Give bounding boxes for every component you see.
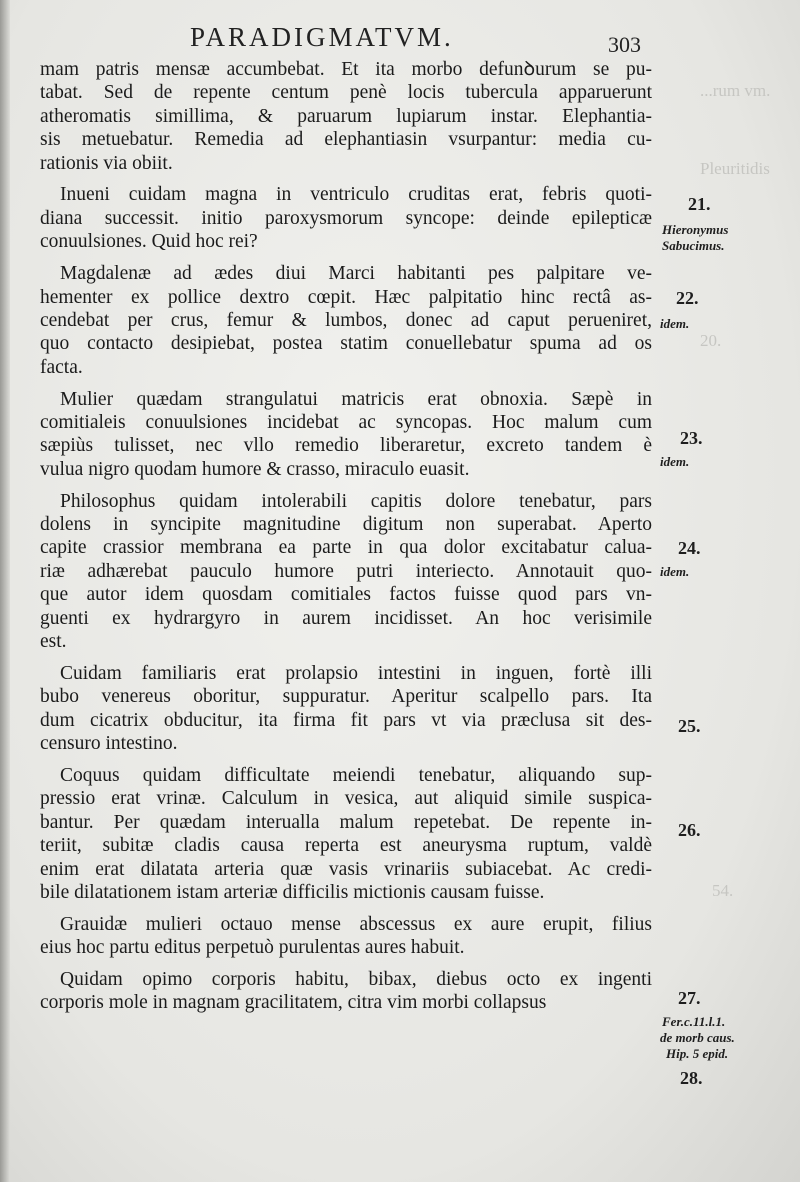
paragraph xyxy=(40,262,652,379)
text-line: pressio erat vrinæ. Calculum in vesica, aut aliquid simile suspica- xyxy=(40,788,652,810)
paragraph-gap xyxy=(40,755,652,764)
main-text xyxy=(40,58,652,1015)
text-line: Inueni cuidam magna in ventriculo cruditas erat, febris quoti- xyxy=(60,184,652,206)
text-line: que autor idem quosdam comitiales factos fuisse quod pars vn- xyxy=(40,584,652,606)
text-line: comitialeis conuulsiones incidebat ac syncopas. Hoc malum cum xyxy=(40,411,652,433)
text-line: riæ adhærebat pauculo humore putri interiecto. Annotauit quo- xyxy=(40,560,652,582)
text-line: mam patris mensæ accumbebat. Et ita morbo defunꝺurum se pu- xyxy=(40,59,652,80)
text-line: vulua nigro quodam humore & crasso, miraculo euasit. xyxy=(40,458,470,480)
text-line: sis metuebatur. Remedia ad elephantiasin vsurpantur: media cu- xyxy=(40,129,652,151)
margin-idem: idem. xyxy=(660,316,690,331)
text-line: dum cicatrix obducitur, ita firma fit pars vt via præclusa sit des- xyxy=(40,709,652,731)
paragraph-gap xyxy=(40,653,652,662)
margin-author-line: Sabucimus. xyxy=(662,238,725,253)
text-line: facta. xyxy=(40,356,83,378)
paragraph xyxy=(40,388,652,482)
bleed-through-text: 20. xyxy=(700,331,722,350)
margin-reference-line: Hip. 5 epid. xyxy=(666,1046,729,1061)
text-line: teriit, subitæ cladis causa reperta est aneurysma ruptum, valdè xyxy=(40,835,652,857)
text-line: rationis via obiit. xyxy=(40,152,173,174)
text-line: conuulsiones. Quid hoc rei? xyxy=(40,231,258,253)
case-number-27: 27. xyxy=(678,988,701,1008)
case-number-26: 26. xyxy=(678,820,701,840)
text-line: atheromatis simillima, & paruarum lupiarum instar. Elephantia- xyxy=(40,105,652,127)
case-number-25: 25. xyxy=(678,716,701,736)
page-number: 303 xyxy=(608,32,641,57)
paragraph-gap xyxy=(40,175,652,184)
paragraph-gap xyxy=(40,904,652,913)
margin-idem: idem. xyxy=(660,454,690,469)
text-line: Coquus quidam difficultate meiendi tenebatur, aliquando sup- xyxy=(60,764,652,786)
paragraph xyxy=(40,764,652,904)
text-line: est. xyxy=(40,630,67,652)
margin-author-line: Hieronymus xyxy=(662,222,729,237)
margin-reference-line: de morb caus. xyxy=(660,1030,735,1045)
paragraph xyxy=(40,913,652,960)
case-number-28: 28. xyxy=(680,1068,703,1088)
text-line: bubo venereus oboritur, suppuratur. Aperitur scalpello pars. Ita xyxy=(40,686,652,708)
case-number-24: 24. xyxy=(678,538,701,558)
text-line: cendebat per crus, femur & lumbos, donec ad caput perueniret, xyxy=(40,309,652,331)
margin-reference-line: Fer.c.11.l.1. xyxy=(662,1014,726,1029)
paragraph-gap xyxy=(40,481,652,490)
text-line: eius hoc partu editus perpetuò purulentas aures habuit. xyxy=(40,937,465,959)
text-line: dolens in syncipite magnitudine digitum non superabat. Aperto xyxy=(40,514,652,536)
text-line: Grauidæ mulieri octauo mense abscessus ex aure erupit, filius xyxy=(60,913,652,935)
paragraph xyxy=(40,183,652,253)
paragraph xyxy=(40,662,652,756)
text-line: diana successit. initio paroxysmorum syncope: deinde epilepticæ xyxy=(40,207,652,229)
text-line: Magdalenæ ad ædes diui Marci habitanti pes palpitare ve- xyxy=(60,263,652,285)
case-number-21: 21. xyxy=(688,194,711,214)
binding-gutter xyxy=(0,0,10,1182)
text-line: Philosophus quidam intolerabili capitis dolore tenebatur, pars xyxy=(60,490,652,512)
bleed-through-text: 54. xyxy=(712,881,734,900)
bleed-through-text: ...rum vm. xyxy=(700,81,771,100)
text-line: quo contacto desipiebat, postea statim conuellebatur spuma ad os xyxy=(40,333,652,355)
text-line: hementer ex pollice dextro cœpit. Hæc palpitatio hinc rectâ as- xyxy=(40,286,652,308)
text-line: bile dilatationem istam arteriæ difficilis mictionis causam fuisse. xyxy=(40,881,545,903)
paragraph xyxy=(40,58,652,175)
text-line: enim erat dilatata arteria quæ vasis vrinariis subiacebat. Ac credi- xyxy=(40,858,652,880)
paragraph-gap xyxy=(40,960,652,969)
text-line: tabat. Sed de repente centum penè locis tubercula apparuerunt xyxy=(40,82,652,104)
case-number-23: 23. xyxy=(680,428,703,448)
text-line: bantur. Per quædam interualla malum repetebat. De repente in- xyxy=(40,811,652,833)
text-line: capite crassior membrana ea parte in qua dolor excitabatur calua- xyxy=(40,537,652,559)
paragraph xyxy=(40,968,652,1015)
paragraph-gap xyxy=(40,379,652,388)
paragraph-gap xyxy=(40,254,652,263)
bleed-through-text: Pleuritidis xyxy=(700,159,770,178)
margin-idem: idem. xyxy=(660,564,690,579)
text-line: guenti ex hydrargyro in aurem incidisset. An hoc verisimile xyxy=(40,607,652,629)
text-line: sæpiùs tulisset, nec vllo remedio liberaretur, excreto tandem è xyxy=(40,435,652,457)
text-line: censuro intestino. xyxy=(40,733,178,755)
running-head: PARADIGMATVM. xyxy=(190,22,454,52)
text-line: Mulier quædam strangulatui matricis erat obnoxia. Sæpè in xyxy=(60,388,652,410)
case-number-22: 22. xyxy=(676,288,699,308)
paragraph xyxy=(40,490,652,654)
text-line: corporis mole in magnam gracilitatem, citra vim morbi collapsus xyxy=(40,992,547,1014)
text-line: Cuidam familiaris erat prolapsio intestini in inguen, fortè illi xyxy=(60,662,652,684)
text-line: Quidam opimo corporis habitu, bibax, diebus octo ex ingenti xyxy=(60,969,652,991)
